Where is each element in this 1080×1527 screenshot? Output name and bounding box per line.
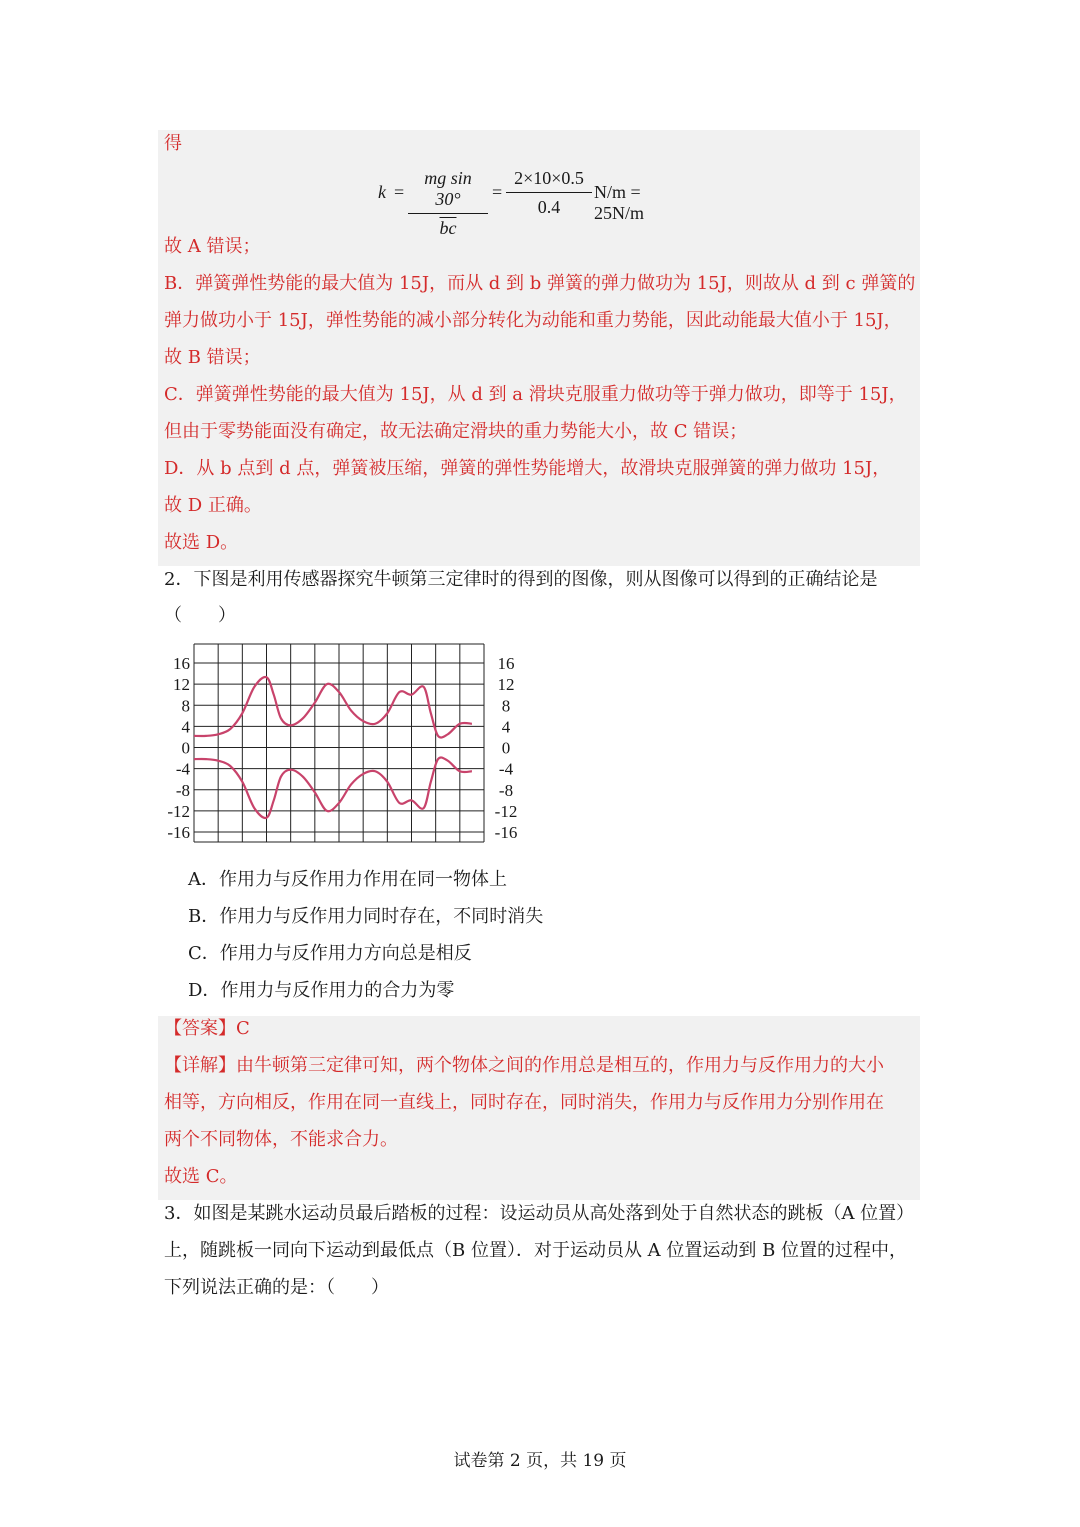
y-tick-label-left: 0: [181, 738, 190, 758]
question-2-blank: （ ）: [164, 605, 236, 626]
formula-denominator-2: 0.4: [506, 192, 592, 218]
solution-line: D．从 b 点到 d 点，弹簧被压缩，弹簧的弹性势能增大，故滑块克服弹簧的弹力做功 15J，: [164, 458, 891, 479]
option-b: B．作用力与反作用力同时存在，不同时消失: [188, 906, 544, 927]
formula-eq-1: =: [394, 182, 405, 202]
chart-grid: [194, 644, 484, 842]
y-tick-label-left: -16: [167, 823, 190, 842]
answer-tag: 【答案】: [164, 1018, 236, 1039]
formula-eq-2: =: [492, 182, 503, 202]
option-c: C．作用力与反作用力方向总是相反: [188, 943, 472, 964]
y-tick-label-right: 8: [501, 696, 511, 716]
force-sensor-chart: [160, 642, 520, 847]
y-tick-label-left: 16: [173, 654, 190, 673]
formula-k: k: [378, 182, 386, 202]
detail-text: 由牛顿第三定律可知，两个物体之间的作用总是相互的，作用力与反作用力的大小: [236, 1055, 884, 1076]
solution-line: 故 D 正确。: [164, 495, 262, 516]
detail-line: [164, 1053, 884, 1079]
y-tick-label-right: 16: [497, 654, 515, 673]
formula-numerator-1: mg sin 30°: [424, 168, 472, 209]
question-3-line: 下列说法正确的是：（ ）: [164, 1277, 389, 1298]
formula-fraction-1: [408, 168, 488, 239]
formula-denominator-1: [408, 213, 488, 239]
question-3-line: 上，随跳板一同向下运动到最低点（B 位置）．对于运动员从 A 位置运动到 B 位置的过程中，: [164, 1240, 908, 1261]
detail-line: 相等，方向相反，作用在同一直线上，同时存在，同时消失，作用力与反作用力分别作用在: [164, 1092, 884, 1113]
detail-tag: 【详解】: [164, 1055, 236, 1076]
answer-line: [164, 1016, 250, 1042]
formula-numerator-2: 2×10×0.5: [514, 168, 584, 188]
y-tick-label-right: 4: [501, 717, 511, 737]
solution-line: 故 B 错误；: [164, 347, 261, 368]
solution-line: 但由于零势能面没有确定，故无法确定滑块的重力势能大小，故 C 错误；: [164, 421, 748, 442]
question-3-line: 3．如图是某跳水运动员最后踏板的过程：设运动员从高处落到处于自然状态的跳板（A 位置）: [164, 1203, 915, 1224]
solution-line: 故选 D。: [164, 532, 239, 553]
y-tick-label-left: 8: [181, 696, 190, 716]
solution-line: B．弹簧弹性势能的最大值为 15J，而从 d 到 b 弹簧的弹力做功为 15J，则故从 d 到 c 弹簧的: [164, 273, 916, 294]
y-tick-label-left: -8: [175, 780, 190, 800]
y-tick-label-right: -12: [494, 801, 518, 821]
y-axis-right-ticks: [495, 654, 518, 842]
series-line-positive: [194, 677, 472, 737]
y-tick-label-right: -16: [494, 823, 518, 842]
option-a: A．作用力与反作用力作用在同一物体上: [188, 869, 507, 890]
formula-fraction-2: [506, 168, 592, 218]
y-tick-label-left: -4: [175, 759, 190, 779]
answer-value: C: [236, 1018, 250, 1039]
solution-line: C．弹簧弹性势能的最大值为 15J，从 d 到 a 滑块克服重力做功等于弹力做功，即等于 15J，: [164, 384, 907, 405]
y-tick-label-left: -12: [167, 801, 190, 821]
formula-bc: bc: [439, 218, 457, 238]
detail-line: 两个不同物体，不能求合力。: [164, 1129, 398, 1150]
y-axis-left-ticks: [167, 654, 190, 842]
option-d: D．作用力与反作用力的合力为零: [188, 980, 455, 1001]
y-tick-label-right: 0: [501, 738, 511, 758]
series-line-negative: [194, 758, 472, 818]
formula-result: N/m = 25N/m: [594, 182, 645, 223]
solution-lead-text: 得: [164, 133, 182, 154]
y-tick-label-right: 12: [497, 675, 515, 695]
answer-conclusion: 故选 C。: [164, 1166, 238, 1187]
y-tick-label-right: -4: [498, 759, 514, 779]
question-2-stem: 2．下图是利用传感器探究牛顿第三定律时的得到的图像，则从图像可以得到的正确结论是: [164, 569, 878, 590]
y-tick-label-left: 12: [173, 675, 190, 695]
page-footer: 试卷第 2 页，共 19 页: [453, 1451, 627, 1471]
solution-line: 故 A 错误；: [164, 236, 261, 257]
y-tick-label-right: -8: [498, 780, 514, 800]
y-tick-label-left: 4: [181, 717, 190, 737]
solution-line: 弹力做功小于 15J，弹性势能的减小部分转化为动能和重力势能，因此动能最大值小于 15J，: [164, 310, 902, 331]
